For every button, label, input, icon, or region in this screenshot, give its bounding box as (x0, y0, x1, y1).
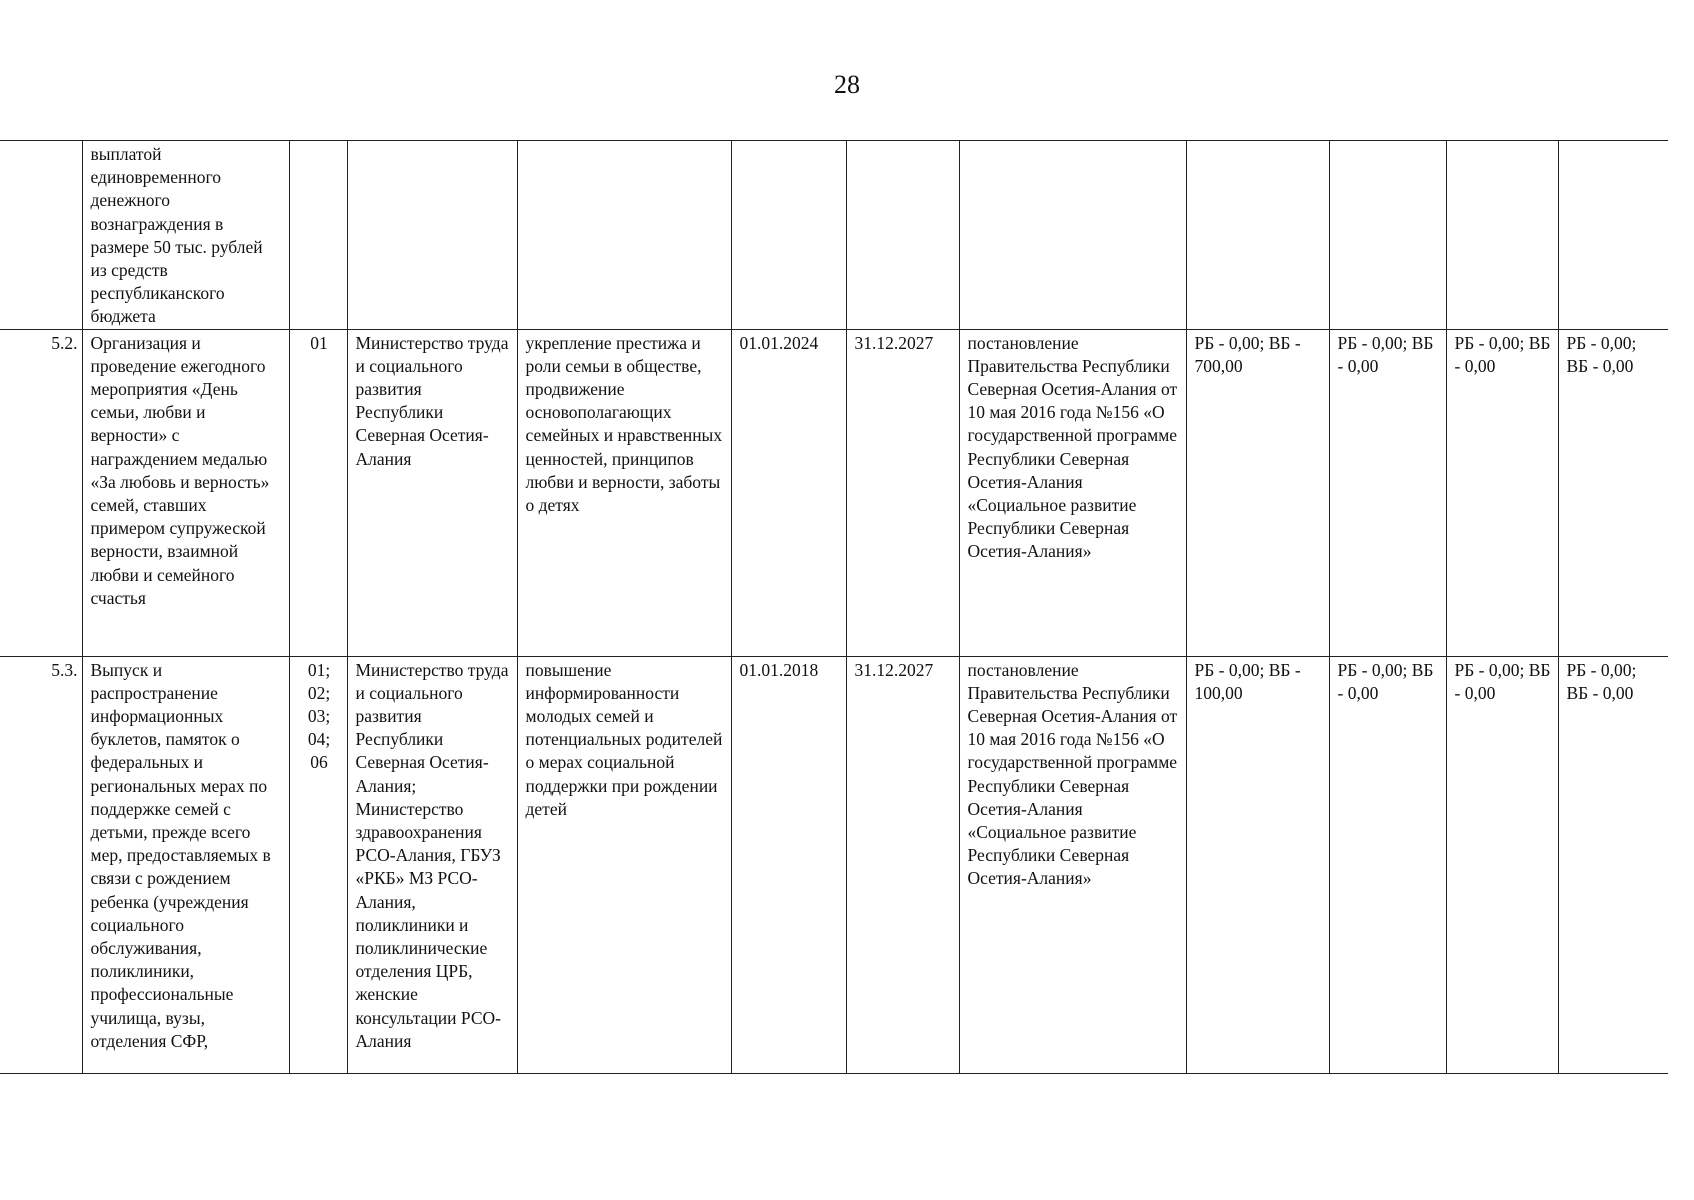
table-row (0, 141, 1668, 330)
task-code (289, 141, 347, 330)
financing-year-4 (1558, 141, 1668, 330)
end-date: 31.12.2027 (846, 329, 959, 656)
start-date: 01.01.2018 (731, 656, 846, 1073)
financing-year-2 (1329, 141, 1446, 330)
legal-basis: постановление Правительства Республики Северная Осетия-Алания от 10 мая 2016 года №156 «О государственной программе Республики Северная Осетия-Алания «Социальное развитие Республики Северная Осетия-Алания» (959, 656, 1186, 1073)
row-number: 5.2. (0, 329, 82, 656)
financing-year-1 (1186, 141, 1329, 330)
measure-name: Выпуск и распространение информационных буклетов, памяток о федеральных и региональных мерах по поддержке семей с детьми, прежде всего мер, предоставляемых в связи с рождением ребенка (учреждения социального обслуживания, поликлиники, профессиональные училища, вузы, отделения СФР, (82, 656, 289, 1073)
start-date (731, 141, 846, 330)
executor: Министерство труда и социального развития Республики Северная Осетия-Алания; Министерство здравоохранения РСО-Алания, ГБУЗ «РКБ» МЗ РСО-Алания, поликлиники и поликлинические отделения ЦРБ, женские консультации РСО-Алания (347, 656, 517, 1073)
end-date: 31.12.2027 (846, 656, 959, 1073)
row-number: 5.3. (0, 656, 82, 1073)
page-number: 28 (834, 70, 860, 99)
financing-year-1: РБ - 0,00; ВБ - 700,00 (1186, 329, 1329, 656)
financing-year-3: РБ - 0,00; ВБ - 0,00 (1446, 656, 1558, 1073)
task-code: 01; 02; 03; 04; 06 (289, 656, 347, 1073)
measures-table (0, 140, 1668, 1074)
executor: Министерство труда и социального развития Республики Северная Осетия-Алания (347, 329, 517, 656)
financing-year-3 (1446, 141, 1558, 330)
financing-year-2: РБ - 0,00; ВБ - 0,00 (1329, 329, 1446, 656)
financing-year-4: РБ - 0,00; ВБ - 0,00 (1558, 656, 1668, 1073)
expected-result (517, 141, 731, 330)
measure-name: выплатой единовременного денежного вознаграждения в размере 50 тыс. рублей из средств республиканского бюджета (82, 141, 289, 330)
table-row (0, 656, 1668, 1073)
financing-year-1: РБ - 0,00; ВБ - 100,00 (1186, 656, 1329, 1073)
expected-result: повышение информированности молодых семей и потенциальных родителей о мерах социальной поддержки при рождении детей (517, 656, 731, 1073)
legal-basis: постановление Правительства Республики Северная Осетия-Алания от 10 мая 2016 года №156 «О государственной программе Республики Северная Осетия-Алания «Социальное развитие Республики Северная Осетия-Алания» (959, 329, 1186, 656)
legal-basis (959, 141, 1186, 330)
row-number (0, 141, 82, 330)
task-code: 01 (289, 329, 347, 656)
end-date (846, 141, 959, 330)
executor (347, 141, 517, 330)
financing-year-3: РБ - 0,00; ВБ - 0,00 (1446, 329, 1558, 656)
expected-result: укрепление престижа и роли семьи в обществе, продвижение основополагающих семейных и нравственных ценностей, принципов любви и верности, заботы о детях (517, 329, 731, 656)
measure-name: Организация и проведение ежегодного мероприятия «День семьи, любви и верности» с награждением медалью «За любовь и верность» семей, ставших примером супружеской верности, взаимной любви и семейного счастья (82, 329, 289, 656)
financing-year-4: РБ - 0,00; ВБ - 0,00 (1558, 329, 1668, 656)
table-row (0, 329, 1668, 656)
start-date: 01.01.2024 (731, 329, 846, 656)
financing-year-2: РБ - 0,00; ВБ - 0,00 (1329, 656, 1446, 1073)
